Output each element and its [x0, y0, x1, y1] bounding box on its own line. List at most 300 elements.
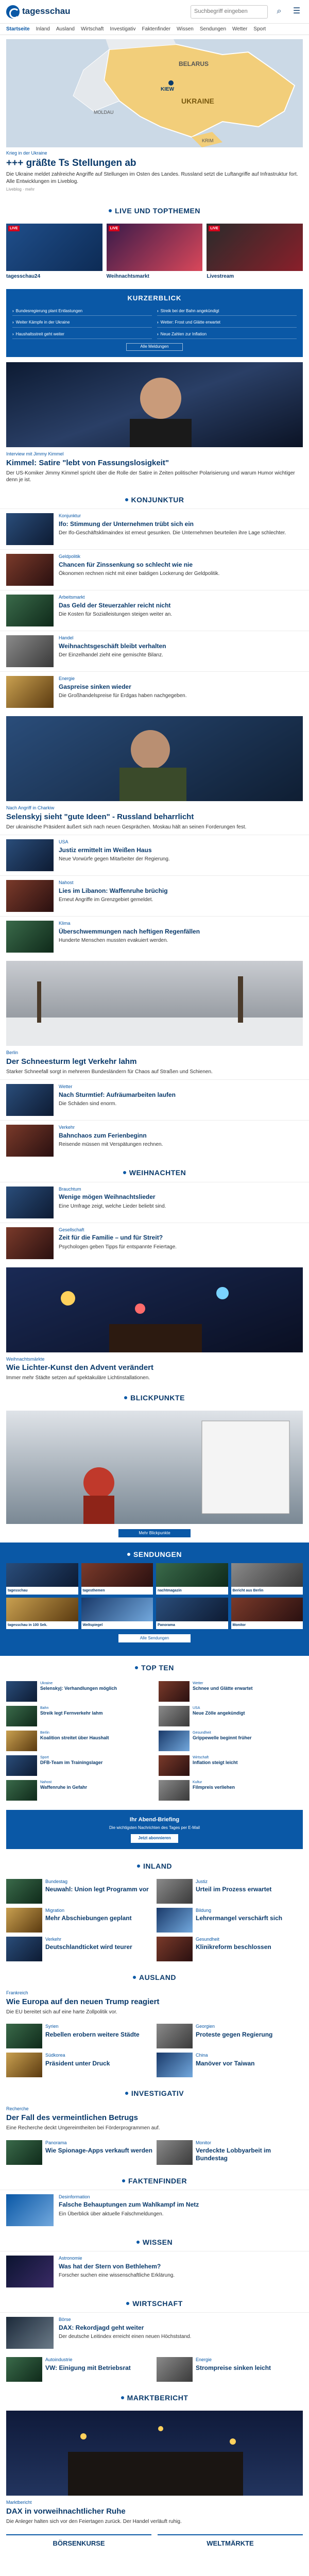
- topten-kicker: Nahost: [40, 1780, 52, 1784]
- topten-kicker: Berlin: [40, 1731, 49, 1735]
- story2-photo: [6, 716, 303, 801]
- grid-item-thumb: [6, 2140, 42, 2165]
- marktbericht-kicker: Marktbericht: [6, 2500, 32, 2505]
- list-item-title[interactable]: Justiz ermittelt im Weißen Haus: [59, 846, 152, 854]
- list-item[interactable]: [0, 835, 309, 875]
- list-item-teaser: Psychologen geben Tipps für entspannte Feiertage.: [59, 1244, 177, 1250]
- nav-item[interactable]: Investigativ: [110, 26, 136, 32]
- wissen-title[interactable]: Was hat der Stern von Bethlehem?: [59, 2262, 161, 2270]
- topten-item[interactable]: [6, 1681, 150, 1702]
- nav-item[interactable]: Wirtschaft: [80, 26, 104, 32]
- topten-text: [40, 1780, 87, 1791]
- topten-thumb: [159, 1731, 190, 1751]
- topten-kicker: Sport: [40, 1755, 49, 1759]
- wissen-thumb: [6, 2256, 54, 2287]
- story2-title[interactable]: Selenskyj sieht "gute Ideen" - Russland beharrlicht: [6, 812, 194, 821]
- wissen-teaser: Forscher suchen eine wissenschaftliche Erklärung.: [59, 2272, 175, 2278]
- list-item-text: [59, 676, 303, 708]
- ausland-top-title[interactable]: Wie Europa auf den neuen Trump reagiert: [6, 1997, 160, 2006]
- live-badge: LIVE: [209, 226, 220, 231]
- list-item-kicker: Nahost: [59, 880, 74, 886]
- live-image: [6, 224, 102, 271]
- grid-item-kicker: China: [196, 2053, 208, 2058]
- list-item[interactable]: [0, 875, 309, 916]
- list-item-title[interactable]: Bahnchaos zum Ferienbeginn: [59, 1132, 147, 1140]
- kurzerblick-list: [12, 307, 297, 339]
- list-item-title[interactable]: Wenige mögen Weihnachtslieder: [59, 1193, 156, 1201]
- grid-item-title[interactable]: Rebellen erobern weitere Städte: [45, 2030, 140, 2038]
- search-input[interactable]: [191, 5, 268, 19]
- blickpunkte-photo: [6, 1411, 303, 1524]
- topten-item[interactable]: [159, 1780, 303, 1801]
- investigativ-top-title[interactable]: Der Fall des vermeintlichen Betrugs: [6, 2113, 138, 2123]
- list-item-title[interactable]: Zeit für die Familie – und für Streit?: [59, 1234, 163, 1242]
- sendung-image: [156, 1598, 228, 1621]
- grid-item-text: [196, 2357, 271, 2382]
- sendung-card[interactable]: [81, 1563, 153, 1595]
- list-item-text: [59, 839, 303, 871]
- sendung-card[interactable]: [231, 1598, 303, 1629]
- list-item[interactable]: [0, 1079, 309, 1120]
- ausland-grid: [0, 2020, 309, 2081]
- list-item-kicker: Handel: [59, 635, 74, 640]
- topten-title[interactable]: Streik legt Fernverkehr lahm: [40, 1710, 103, 1716]
- list-item-title[interactable]: Chancen für Zinssenkung so schlecht wie nie: [59, 561, 193, 568]
- grid-item-kicker: Verkehr: [45, 1936, 62, 1942]
- hero-kicker: Krieg in der Ukraine: [6, 150, 47, 156]
- main-story-kicker: Interview mit Jimmy Kimmel: [6, 451, 64, 457]
- story2-image[interactable]: [6, 716, 303, 801]
- topten-kicker: USA: [193, 1706, 200, 1710]
- grid-item-text: [45, 1879, 149, 1904]
- list-item-title[interactable]: Nach Sturmtief: Aufräumarbeiten laufen: [59, 1091, 176, 1099]
- live-card-title: tagesschau24: [6, 274, 41, 280]
- list-item-kicker: Verkehr: [59, 1125, 75, 1130]
- live-card[interactable]: [6, 224, 102, 280]
- kurzerblick-button[interactable]: Alle Meldungen: [126, 343, 183, 351]
- map-label-moldau: MOLDAU: [94, 110, 114, 115]
- blickpunkte-button[interactable]: Mehr Blickpunkte: [118, 1529, 191, 1537]
- topten-thumb: [6, 1706, 37, 1726]
- investigativ-top-kicker: Recherche: [6, 2106, 29, 2112]
- grid-item-text: [45, 1937, 132, 1961]
- list-item[interactable]: [0, 1182, 309, 1223]
- grid-item-text: [45, 2357, 131, 2382]
- nav-item[interactable]: Sendungen: [199, 26, 227, 32]
- grid-item-title[interactable]: Proteste gegen Regierung: [196, 2030, 273, 2038]
- grid-item-title[interactable]: Mehr Abschiebungen geplant: [45, 1914, 132, 1922]
- list-item-title[interactable]: Ifo: Stimmung der Unternehmen trübt sich ein: [59, 520, 194, 528]
- topten-thumb: [6, 1731, 37, 1751]
- kurzerblick-item[interactable]: › Haushaltsstreit geht weiter: [12, 330, 152, 339]
- list-item-thumb: [6, 1125, 54, 1157]
- section-title-investigativ: INVESTIGATIV: [0, 2081, 309, 2102]
- section-title-topten: TOP TEN: [0, 1656, 309, 1676]
- sendung-label: Monitor: [232, 1623, 246, 1628]
- kurzerblick-item[interactable]: › Bundesregierung plant Entlastungen: [12, 307, 152, 316]
- sendung-image: [231, 1598, 303, 1621]
- grid-item-title[interactable]: Manöver vor Taiwan: [196, 2059, 255, 2067]
- list-item-thumb: [6, 635, 54, 667]
- topten-item[interactable]: [159, 1706, 303, 1726]
- list-item-text: [59, 1084, 303, 1116]
- newsletter-box: [6, 1810, 303, 1849]
- weihnachten-big[interactable]: [0, 1352, 309, 1386]
- live-badge: LIVE: [8, 226, 20, 231]
- faktenfinder-title[interactable]: Falsche Behauptungen zum Wahlkampf im Netz: [59, 2201, 199, 2209]
- weihnachten-list: [0, 1182, 309, 1263]
- grid-item-title[interactable]: Verdeckte Lobbyarbeit im Bundestag: [196, 2147, 271, 2162]
- grid-item[interactable]: [6, 2357, 152, 2382]
- topten-thumb: [159, 1681, 190, 1702]
- wirtschaft-thumb: [6, 2317, 54, 2349]
- list-item[interactable]: [0, 671, 309, 712]
- list-item-teaser: Die Schäden sind enorm.: [59, 1101, 117, 1107]
- topten-title[interactable]: Grippewelle beginnt früher: [193, 1735, 252, 1740]
- faktenfinder-top[interactable]: [0, 2190, 309, 2230]
- sendung-image: [156, 1563, 228, 1587]
- section-title-wissen: WISSEN: [0, 2230, 309, 2251]
- live-card-title: Weihnachtsmarkt: [106, 274, 149, 280]
- grid-item-text: [196, 1908, 282, 1933]
- investigativ-top[interactable]: [0, 2102, 309, 2136]
- nav-item[interactable]: Inland: [36, 26, 50, 32]
- investigativ-grid: [0, 2136, 309, 2169]
- live-row: [0, 219, 309, 284]
- sendung-image: [6, 1563, 78, 1587]
- kurzerblick-item[interactable]: › Neue Zahlen zur Inflation: [157, 330, 297, 339]
- grid-item-kicker: Gesundheit: [196, 1936, 220, 1942]
- grid-item-title[interactable]: Neuwahl: Union legt Programm vor: [45, 1886, 149, 1893]
- ausland-top-teaser: Die EU bereitet sich auf eine harte Zollpolitik vor.: [6, 2009, 117, 2015]
- nav-item[interactable]: Faktenfinder: [142, 26, 171, 32]
- brand-logo[interactable]: [6, 5, 71, 19]
- kurzerblick-item[interactable]: › Weiter Kämpfe in der Ukraine: [12, 318, 152, 327]
- grid-item-kicker: Georgien: [196, 2024, 215, 2029]
- section-title-weihnachten: WEIHNACHTEN: [0, 1161, 309, 1181]
- grid-item[interactable]: [157, 1937, 303, 1961]
- topten-text: [40, 1731, 109, 1741]
- topten-title[interactable]: Waffenruhe in Gefahr: [40, 1784, 88, 1790]
- hero-map[interactable]: [6, 39, 303, 147]
- topten-item[interactable]: [159, 1681, 303, 1702]
- list-item-kicker: Brauchtum: [59, 1186, 81, 1192]
- main-story[interactable]: [0, 447, 309, 488]
- grid-item-thumb: [157, 1879, 193, 1904]
- hero-meta[interactable]: Liveblog · mehr: [6, 187, 35, 192]
- list-item-title[interactable]: Das Geld der Steuerzahler reicht nicht: [59, 601, 171, 609]
- nav-item[interactable]: Startseite: [6, 26, 30, 32]
- grid-item-title[interactable]: Strompreise sinken leicht: [196, 2364, 271, 2371]
- list-item-title[interactable]: Gaspreise sinken wieder: [59, 683, 131, 690]
- footer-markets: [0, 2529, 309, 2553]
- sendung-label: tagesschau: [8, 1589, 28, 1593]
- newsletter-button[interactable]: Jetzt abonnieren: [131, 1834, 178, 1842]
- list-item-thumb: [6, 595, 54, 626]
- topten-item[interactable]: [6, 1755, 150, 1776]
- list-item-thumb: [6, 839, 54, 871]
- list-item[interactable]: [0, 509, 309, 549]
- list-item-teaser: Neue Vorwürfe gegen Mitarbeiter der Regierung.: [59, 856, 170, 862]
- grid-item-thumb: [6, 2024, 42, 2048]
- list-item-thumb: [6, 676, 54, 708]
- list-item-text: [59, 921, 303, 953]
- live-image: [207, 224, 303, 271]
- grid-item-title[interactable]: Klinikreform beschlossen: [196, 1943, 271, 1951]
- topten-thumb: [6, 1681, 37, 1702]
- ausland-top[interactable]: [0, 1986, 309, 2020]
- wirtschaft-grid: [0, 2353, 309, 2386]
- sendung-image: [81, 1563, 153, 1587]
- grid-item-thumb: [6, 2053, 42, 2077]
- sendung-image: [81, 1598, 153, 1621]
- weihnachten-photo: [6, 1267, 303, 1352]
- sendungen-section: [0, 1543, 309, 1656]
- sendung-card[interactable]: [6, 1563, 78, 1595]
- list-item-teaser: Die Großhandelspreise für Erdgas haben nachgegeben.: [59, 693, 187, 699]
- list-item-text: [59, 1227, 303, 1259]
- sendung-label: tagesthemen: [82, 1589, 105, 1593]
- sendung-card[interactable]: [231, 1563, 303, 1595]
- topten-title[interactable]: Selenskyj: Verhandlungen möglich: [40, 1685, 117, 1691]
- grid-item[interactable]: [157, 1908, 303, 1933]
- topten-title[interactable]: Schnee und Glätte erwartet: [193, 1685, 253, 1691]
- news-list-2: [0, 835, 309, 957]
- topten-item[interactable]: [159, 1731, 303, 1751]
- boersenkurse-link[interactable]: BÖRSENKURSE: [6, 2534, 151, 2548]
- weihnachten-big-kicker: Weihnachtsmärkte: [6, 1356, 45, 1362]
- sendung-card[interactable]: [6, 1598, 78, 1629]
- list-item-kicker: Geldpolitik: [59, 554, 81, 559]
- list-item-kicker: Wetter: [59, 1084, 73, 1090]
- investigativ-top-teaser: Eine Recherche deckt Ungereimtheiten bei Förderprogrammen auf.: [6, 2125, 160, 2131]
- wissen-top[interactable]: [0, 2251, 309, 2292]
- topten-thumb: [6, 1755, 37, 1776]
- weltmaerkte-link[interactable]: WELTMÄRKTE: [158, 2534, 303, 2548]
- map-label-belarus: BELARUS: [179, 60, 209, 67]
- section-title-faktenfinder: FAKTENFINDER: [0, 2169, 309, 2190]
- nav-item[interactable]: Ausland: [56, 26, 75, 32]
- marktbericht-photo: [6, 2411, 303, 2496]
- grid-item-thumb: [157, 2053, 193, 2077]
- wirtschaft-kicker: Börse: [59, 2317, 71, 2323]
- story3-image[interactable]: [6, 961, 303, 1046]
- grid-item-kicker: Bildung: [196, 1907, 212, 1913]
- grid-item-text: [45, 2053, 110, 2077]
- list-item[interactable]: [0, 549, 309, 590]
- topten-title[interactable]: Koalition streitet über Haushalt: [40, 1735, 109, 1740]
- sendung-label: Bericht aus Berlin: [232, 1589, 264, 1593]
- list-item[interactable]: [0, 631, 309, 671]
- grid-item-title[interactable]: Präsident unter Druck: [45, 2059, 110, 2067]
- nav-item[interactable]: Sport: [253, 26, 266, 32]
- live-card-title: Livestream: [207, 274, 234, 280]
- search-icon[interactable]: ⌕: [277, 7, 282, 16]
- news-list-3: [0, 1079, 309, 1161]
- sendung-card[interactable]: [81, 1598, 153, 1629]
- sendung-image: [6, 1598, 78, 1621]
- blickpunkte-image[interactable]: [6, 1411, 303, 1524]
- grid-item-title[interactable]: VW: Einigung mit Betriebsrat: [45, 2364, 131, 2371]
- topten-title[interactable]: Filmpreis verliehen: [193, 1784, 235, 1790]
- grid-item-thumb: [157, 1908, 193, 1933]
- brand-name: tagesschau: [22, 6, 71, 16]
- main-story-teaser: Der US-Komiker Jimmy Kimmel spricht über die Rolle der Satire in Zeiten politischer Polarisierung und warum Humor wichtiger denn je ist.: [6, 470, 295, 483]
- list-item-title[interactable]: Lies im Libanon: Waffenruhe brüchig: [59, 887, 168, 894]
- list-item-kicker: Energie: [59, 676, 75, 681]
- main-story-photo: [6, 362, 303, 447]
- grid-item[interactable]: [6, 1908, 152, 1933]
- marktbericht-title[interactable]: DAX in vorweihnachtlicher Ruhe: [6, 2506, 126, 2516]
- grid-item[interactable]: [157, 1879, 303, 1904]
- nav-item[interactable]: Wetter: [232, 26, 248, 32]
- topten-title[interactable]: Neue Zölle angekündigt: [193, 1710, 245, 1716]
- topten-text: [193, 1755, 238, 1766]
- sendung-card[interactable]: [156, 1563, 228, 1595]
- grid-item-text: [45, 1908, 132, 1933]
- marktbericht-teaser: Die Anleger halten sich vor den Feiertagen zurück. Der Handel verläuft ruhig.: [6, 2518, 182, 2524]
- grid-item-thumb: [6, 2357, 42, 2382]
- main-story-title[interactable]: Kimmel: Satire "lebt von Fassungslosigkeit": [6, 458, 169, 467]
- grid-item-title[interactable]: Wie Spionage-Apps verkauft werden: [45, 2147, 152, 2155]
- grid-item[interactable]: [6, 1937, 152, 1961]
- grid-item[interactable]: [157, 2024, 303, 2048]
- list-item-kicker: Konjunktur: [59, 513, 81, 518]
- topten-thumb: [6, 1780, 37, 1801]
- topten-item[interactable]: [6, 1706, 150, 1726]
- faktenfinder-teaser: Ein Überblick über aktuelle Falschmeldungen.: [59, 2211, 164, 2217]
- weihnachten-big-title[interactable]: Wie Lichter-Kunst den Advent verändert: [6, 1363, 154, 1372]
- hero-teaser: Die Ukraine meldet zahlreiche Angriffe auf Stellungen im Osten des Landes. Russland setzt die Luftangriffe auf Infrastruktur fort. Alle Entwicklungen im Liveblog.: [6, 172, 298, 184]
- topten-text: [193, 1706, 245, 1717]
- grid-item[interactable]: [157, 2357, 303, 2382]
- topten-item[interactable]: [6, 1780, 150, 1801]
- kurzerblick-item[interactable]: › Wetter: Frost und Glätte erwartet: [157, 318, 297, 327]
- list-item-text: [59, 635, 303, 667]
- list-item-kicker: USA: [59, 839, 68, 845]
- grid-item[interactable]: [157, 2053, 303, 2077]
- wirtschaft-top[interactable]: [0, 2312, 309, 2353]
- list-item-title[interactable]: Weihnachtsgeschäft bleibt verhalten: [59, 642, 166, 650]
- story3[interactable]: [0, 1046, 309, 1079]
- list-item-thumb: [6, 513, 54, 545]
- kurzerblick-item[interactable]: › Streik bei der Bahn angekündigt: [157, 307, 297, 316]
- grid-item-title[interactable]: Lehrermangel verschärft sich: [196, 1914, 283, 1922]
- faktenfinder-kicker: Desinformation: [59, 2194, 90, 2199]
- grid-item[interactable]: [6, 2053, 152, 2077]
- story3-teaser: Starker Schneefall sorgt in mehreren Bundesländern für Chaos auf Straßen und Schienen.: [6, 1069, 213, 1075]
- list-item-text: [59, 595, 303, 626]
- topten-kicker: Wetter: [193, 1681, 203, 1685]
- list-item-thumb: [6, 1084, 54, 1116]
- main-story-image[interactable]: [6, 362, 303, 447]
- grid-item-text: [196, 2053, 254, 2077]
- topten-text: [193, 1731, 252, 1741]
- topten-thumb: [159, 1706, 190, 1726]
- wirtschaft-title[interactable]: DAX: Rekordjagd geht weiter: [59, 2324, 144, 2331]
- grid-item-thumb: [157, 2024, 193, 2048]
- weihnachten-big-teaser: Immer mehr Städte setzen auf spektakuläre Lichtinstallationen.: [6, 1375, 150, 1381]
- live-card[interactable]: [207, 224, 303, 280]
- menu-icon[interactable]: ☰: [293, 7, 301, 16]
- story3-kicker: Berlin: [6, 1050, 19, 1056]
- section-title-marktbericht: MARKTBERICHT: [0, 2386, 309, 2406]
- topten-text: [40, 1706, 103, 1717]
- newsletter-title: Ihr Abend-Briefing: [129, 1816, 180, 1823]
- grid-item-kicker: Bundestag: [45, 1878, 68, 1884]
- grid-item-kicker: Energie: [196, 2357, 212, 2363]
- marktbericht-image[interactable]: [6, 2411, 303, 2496]
- site-header: [0, 0, 309, 24]
- grid-item[interactable]: [6, 1879, 152, 1904]
- weihnachten-image[interactable]: [6, 1267, 303, 1352]
- story2[interactable]: [0, 801, 309, 835]
- section-title-konjunktur: KONJUNKTUR: [0, 488, 309, 509]
- sendungen-button[interactable]: Alle Sendungen: [118, 1634, 191, 1642]
- marktbericht-story[interactable]: [0, 2496, 309, 2529]
- section-title-inland: INLAND: [0, 1854, 309, 1875]
- sendung-image: [231, 1563, 303, 1587]
- topten-item[interactable]: [6, 1731, 150, 1751]
- topten-text: [40, 1681, 117, 1692]
- story3-title[interactable]: Der Schneesturm legt Verkehr lahm: [6, 1057, 137, 1066]
- hero-caption[interactable]: [0, 147, 309, 199]
- brand-icon: [6, 5, 20, 19]
- topten-title[interactable]: Inflation steigt leicht: [193, 1759, 238, 1765]
- sendungen-grid: [6, 1563, 303, 1629]
- story2-kicker: Nach Angriff in Charkiw: [6, 805, 55, 810]
- topten-kicker: Gesundheit: [193, 1731, 211, 1735]
- list-item-kicker: Arbeitsmarkt: [59, 595, 85, 600]
- list-item-thumb: [6, 880, 54, 912]
- wirtschaft-teaser: Der deutsche Leitindex erreicht einen neuen Höchststand.: [59, 2334, 192, 2340]
- list-item-kicker: Gesellschaft: [59, 1227, 84, 1232]
- topten-text: [40, 1755, 102, 1766]
- list-item-thumb: [6, 1227, 54, 1259]
- inland-grid: [0, 1875, 309, 1965]
- ausland-top-kicker: Frankreich: [6, 1990, 28, 1995]
- grid-item-text: [196, 1937, 271, 1961]
- grid-item[interactable]: [157, 2140, 303, 2165]
- live-card[interactable]: [107, 224, 203, 280]
- grid-item-title[interactable]: Deutschlandticket wird teurer: [45, 1943, 132, 1951]
- konjunktur-list: [0, 509, 309, 712]
- grid-item-title[interactable]: Urteil im Prozess erwartet: [196, 1886, 272, 1893]
- topten-title[interactable]: DFB-Team im Trainingslager: [40, 1759, 103, 1765]
- grid-item-thumb: [6, 1908, 42, 1933]
- list-item[interactable]: [0, 590, 309, 631]
- nav-item[interactable]: Wissen: [177, 26, 194, 32]
- grid-item[interactable]: [6, 2140, 152, 2165]
- section-title-blickpunkte: BLICKPUNKTE: [0, 1386, 309, 1406]
- list-item[interactable]: [0, 1223, 309, 1263]
- grid-item-text: [196, 1879, 271, 1904]
- topten-item[interactable]: [159, 1755, 303, 1776]
- grid-item-thumb: [157, 2357, 193, 2382]
- list-item-teaser: Eine Umfrage zeigt, welche Lieder beliebt sind.: [59, 1203, 166, 1209]
- list-item-title[interactable]: Überschwemmungen nach heftigen Regenfällen: [59, 927, 200, 935]
- story3-photo: [6, 961, 303, 1046]
- sendung-card[interactable]: [156, 1598, 228, 1629]
- sendung-label: Panorama: [158, 1623, 175, 1628]
- list-item[interactable]: [0, 916, 309, 957]
- hero-title[interactable]: +++ gräßte Ts Stellungen ab: [6, 157, 136, 168]
- kurzerblick-box: [6, 289, 303, 357]
- grid-item[interactable]: [6, 2024, 152, 2048]
- grid-item-text: [196, 2024, 272, 2048]
- list-item[interactable]: [0, 1120, 309, 1161]
- grid-item-kicker: Justiz: [196, 1878, 208, 1884]
